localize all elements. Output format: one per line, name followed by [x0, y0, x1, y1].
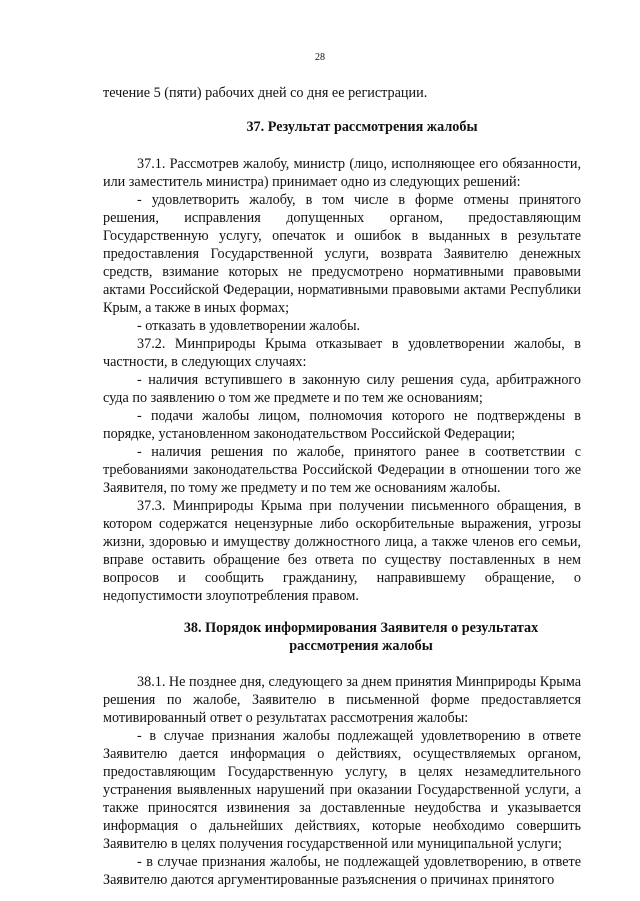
list-item-38-1-b: - в случае признания жалобы, не подлежащей удовлетворению, в ответе Заявителю даются аргументированные разъяснения о причинах принятого	[103, 854, 581, 888]
list-item-37-2-a: - наличия вступившего в законную силу решения суда, арбитражного суда по заявлению о том же предмете и по тем же основаниям;	[103, 372, 581, 406]
continuation-paragraph: течение 5 (пяти) рабочих дней со дня ее регистрации.	[103, 85, 428, 101]
section-38-heading-line-1: 38. Порядок информирования Заявителя о результатах	[183, 620, 539, 636]
paragraph-37-3: 37.3. Минприроды Крыма при получении письменного обращения, в котором содержатся нецензурные либо оскорбительные выражения, угрозы жизни, здоровью и имуществу должностного лица, а также членов его семьи, вправе оставить обращение без ответа по существу поставленных в нем вопросов и сообщить гражданину, направившему обращение, о недопустимости злоупотребления правом.	[103, 498, 581, 604]
paragraph-38-1: 38.1. Не позднее дня, следующего за днем принятия Минприроды Крыма решения по жалобе, Заявителю в письменной форме предоставляется мотивированный ответ о результатах рассмотрения жалобы:	[103, 674, 581, 726]
paragraph-37-1: 37.1. Рассмотрев жалобу, министр (лицо, исполняющее его обязанности, или заместитель министра) принимает одно из следующих решений:	[103, 156, 581, 190]
paragraph-37-2: 37.2. Минприроды Крыма отказывает в удовлетворении жалобы, в частности, в следующих случаях:	[103, 336, 581, 370]
list-item-37-1-b: - отказать в удовлетворении жалобы.	[137, 318, 361, 334]
section-38-heading-line-2: рассмотрения жалобы	[289, 638, 433, 654]
page-number: 28	[315, 52, 325, 63]
section-38-heading	[103, 619, 581, 655]
document-body	[103, 84, 581, 889]
list-item-37-2-b: - подачи жалобы лицом, полномочия которого не подтверждены в порядке, установленном законодательством Российской Федерации;	[103, 408, 581, 442]
list-item-37-2-c: - наличия решения по жалобе, принятого ранее в соответствии с требованиями законодательства Российской Федерации в отношении того же Заявителя, по тому же предмету и по тем же основаниям жалобы.	[103, 444, 581, 496]
list-item-38-1-a: - в случае признания жалобы подлежащей удовлетворению в ответе Заявителю дается информация о действиях, осуществляемых органом, предоставляющим Государственную услугу, в целях незамедлительного устранения выявленных нарушений при оказании Государственной услуги, а также приносятся извинения за доставленные неудобства и указывается информация о дальнейших действиях, которые необходимо совершить Заявителю в целях получения государственной или муниципальной услуги;	[103, 728, 581, 852]
section-37-heading: 37. Результат рассмотрения жалобы	[246, 119, 478, 135]
list-item-37-1-a: - удовлетворить жалобу, в том числе в форме отмены принятого решения, исправления допущенных органом, предоставляющим Государственную услугу, опечаток и ошибок в выданных в результате предоставления Государственной услуги, возврата Заявителю денежных средств, взимание которых не предусмотрено нормативными правовыми актами Российской Федерации, нормативными правовыми актами Республики Крым, а также в иных формах;	[103, 192, 581, 316]
